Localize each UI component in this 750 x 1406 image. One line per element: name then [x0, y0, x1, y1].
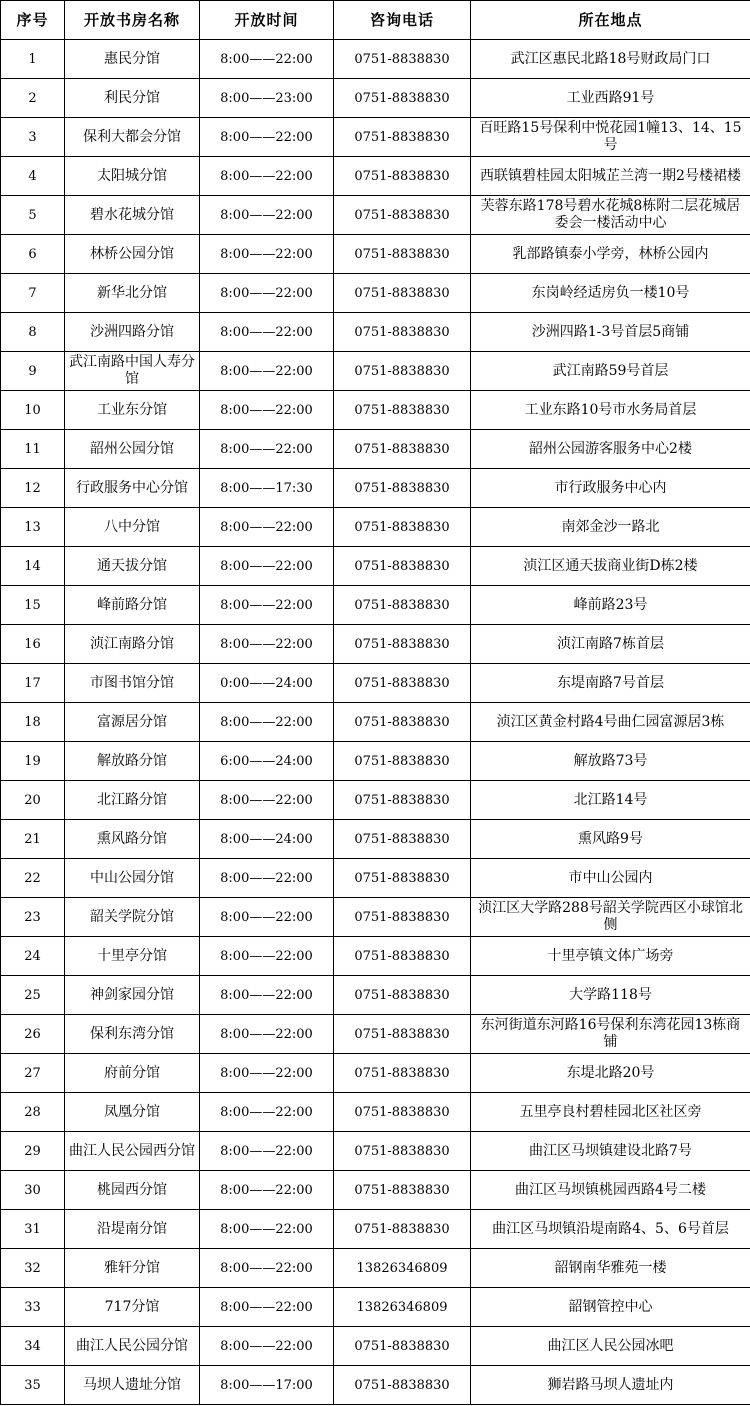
- cell-location: 曲江区人民公园冰吧: [471, 1327, 750, 1366]
- cell-phone: 0751-8838830: [334, 742, 471, 781]
- cell-index: 33: [1, 1288, 65, 1327]
- cell-location: 五里亭良村碧桂园北区社区旁: [471, 1093, 750, 1132]
- cell-room-name: 林桥公园分馆: [65, 235, 200, 274]
- header-phone: 咨询电话: [334, 1, 471, 40]
- cell-index: 29: [1, 1132, 65, 1171]
- cell-index: 15: [1, 586, 65, 625]
- cell-room-name: 府前分馆: [65, 1054, 200, 1093]
- cell-location: 东堤南路7号首层: [471, 664, 750, 703]
- cell-location: 大学路118号: [471, 976, 750, 1015]
- cell-index: 12: [1, 469, 65, 508]
- cell-phone: 0751-8838830: [334, 1132, 471, 1171]
- cell-index: 20: [1, 781, 65, 820]
- table-row: [1, 976, 750, 1015]
- table-row: [1, 79, 750, 118]
- cell-room-name: 桃园西分馆: [65, 1171, 200, 1210]
- cell-room-name: 保利大都会分馆: [65, 118, 200, 157]
- cell-room-name: 碧水花城分馆: [65, 196, 200, 235]
- cell-location: 武江区惠民北路18号财政局门口: [471, 40, 750, 79]
- cell-room-name: 保利东湾分馆: [65, 1015, 200, 1054]
- cell-open-time: 8:00——22:00: [200, 1288, 334, 1327]
- cell-phone: 0751-8838830: [334, 118, 471, 157]
- cell-phone: 0751-8838830: [334, 547, 471, 586]
- cell-open-time: 8:00——22:00: [200, 859, 334, 898]
- cell-location: 韶钢南华雅苑一楼: [471, 1249, 750, 1288]
- cell-room-name: 峰前路分馆: [65, 586, 200, 625]
- table-row: [1, 586, 750, 625]
- cell-phone: 0751-8838830: [334, 313, 471, 352]
- cell-phone: 0751-8838830: [334, 1093, 471, 1132]
- cell-open-time: 8:00——23:00: [200, 79, 334, 118]
- cell-open-time: 8:00——22:00: [200, 1093, 334, 1132]
- cell-location: 曲江区马坝镇沿堤南路4、5、6号首层: [471, 1210, 750, 1249]
- cell-room-name: 神剑家园分馆: [65, 976, 200, 1015]
- cell-room-name: 曲江人民公园西分馆: [65, 1132, 200, 1171]
- cell-open-time: 8:00——22:00: [200, 1132, 334, 1171]
- cell-room-name: 富源居分馆: [65, 703, 200, 742]
- cell-open-time: 8:00——22:00: [200, 625, 334, 664]
- cell-room-name: 中山公园分馆: [65, 859, 200, 898]
- table-row: [1, 1171, 750, 1210]
- cell-location: 曲江区马坝镇桃园西路4号二楼: [471, 1171, 750, 1210]
- table-row: [1, 1288, 750, 1327]
- cell-location: 解放路73号: [471, 742, 750, 781]
- cell-room-name: 韶关学院分馆: [65, 898, 200, 937]
- cell-location: 东岗岭经适房负一楼10号: [471, 274, 750, 313]
- table-row: [1, 430, 750, 469]
- header-open-time: 开放时间: [200, 1, 334, 40]
- cell-location: 浈江南路7栋首层: [471, 625, 750, 664]
- cell-phone: 0751-8838830: [334, 898, 471, 937]
- cell-open-time: 8:00——22:00: [200, 157, 334, 196]
- cell-phone: 0751-8838830: [334, 1015, 471, 1054]
- cell-index: 17: [1, 664, 65, 703]
- cell-location: 北江路14号: [471, 781, 750, 820]
- cell-open-time: 8:00——22:00: [200, 937, 334, 976]
- cell-open-time: 6:00——24:00: [200, 742, 334, 781]
- cell-phone: 0751-8838830: [334, 937, 471, 976]
- cell-open-time: 8:00——22:00: [200, 1015, 334, 1054]
- cell-index: 4: [1, 157, 65, 196]
- cell-open-time: 8:00——22:00: [200, 352, 334, 391]
- cell-index: 13: [1, 508, 65, 547]
- cell-open-time: 8:00——22:00: [200, 508, 334, 547]
- table-row: [1, 742, 750, 781]
- cell-index: 30: [1, 1171, 65, 1210]
- table-row: [1, 391, 750, 430]
- cell-open-time: 8:00——22:00: [200, 118, 334, 157]
- cell-room-name: 马坝人遗址分馆: [65, 1366, 200, 1405]
- cell-phone: 0751-8838830: [334, 625, 471, 664]
- cell-phone: 0751-8838830: [334, 79, 471, 118]
- table-row: [1, 898, 750, 937]
- cell-index: 3: [1, 118, 65, 157]
- table-row: [1, 508, 750, 547]
- cell-open-time: 8:00——22:00: [200, 40, 334, 79]
- table-body: [1, 40, 750, 1405]
- cell-open-time: 8:00——22:00: [200, 781, 334, 820]
- cell-room-name: 凤凰分馆: [65, 1093, 200, 1132]
- cell-index: 28: [1, 1093, 65, 1132]
- table-row: [1, 547, 750, 586]
- cell-location: 曲江区马坝镇建设北路7号: [471, 1132, 750, 1171]
- cell-room-name: 市图书馆分馆: [65, 664, 200, 703]
- cell-index: 1: [1, 40, 65, 79]
- cell-room-name: 武江南路中国人寿分馆: [65, 352, 200, 391]
- cell-phone: 0751-8838830: [334, 352, 471, 391]
- cell-phone: 0751-8838830: [334, 1171, 471, 1210]
- cell-room-name: 解放路分馆: [65, 742, 200, 781]
- table-row: [1, 1093, 750, 1132]
- table-row: [1, 1327, 750, 1366]
- cell-location: 百旺路15号保利中悦花园1幢13、14、15号: [471, 118, 750, 157]
- cell-location: 东堤北路20号: [471, 1054, 750, 1093]
- cell-index: 10: [1, 391, 65, 430]
- cell-room-name: 通天拔分馆: [65, 547, 200, 586]
- cell-index: 22: [1, 859, 65, 898]
- cell-room-name: 韶州公园分馆: [65, 430, 200, 469]
- cell-phone: 0751-8838830: [334, 1054, 471, 1093]
- table-row: [1, 352, 750, 391]
- table-row: [1, 625, 750, 664]
- cell-phone: 0751-8838830: [334, 1366, 471, 1405]
- cell-phone: 0751-8838830: [334, 586, 471, 625]
- cell-open-time: 8:00——22:00: [200, 430, 334, 469]
- cell-room-name: 新华北分馆: [65, 274, 200, 313]
- cell-open-time: 8:00——22:00: [200, 898, 334, 937]
- table-row: [1, 118, 750, 157]
- cell-location: 狮岩路马坝人遗址内: [471, 1366, 750, 1405]
- header-row: [1, 1, 750, 40]
- cell-room-name: 沿堤南分馆: [65, 1210, 200, 1249]
- cell-open-time: 8:00——22:00: [200, 1210, 334, 1249]
- cell-index: 21: [1, 820, 65, 859]
- cell-phone: 0751-8838830: [334, 391, 471, 430]
- header-room-name: 开放书房名称: [65, 1, 200, 40]
- cell-open-time: 8:00——24:00: [200, 820, 334, 859]
- header-index: 序号: [1, 1, 65, 40]
- cell-location: 东河街道东河路16号保利东湾花园13栋商铺: [471, 1015, 750, 1054]
- cell-room-name: 惠民分馆: [65, 40, 200, 79]
- table-row: [1, 703, 750, 742]
- cell-room-name: 利民分馆: [65, 79, 200, 118]
- header-location: 所在地点: [471, 1, 750, 40]
- cell-location: 市中山公园内: [471, 859, 750, 898]
- cell-index: 18: [1, 703, 65, 742]
- cell-index: 34: [1, 1327, 65, 1366]
- cell-phone: 0751-8838830: [334, 664, 471, 703]
- cell-index: 32: [1, 1249, 65, 1288]
- cell-location: 韶钢管控中心: [471, 1288, 750, 1327]
- table-row: [1, 1210, 750, 1249]
- table-row: [1, 664, 750, 703]
- table-row: [1, 781, 750, 820]
- cell-phone: 0751-8838830: [334, 469, 471, 508]
- cell-location: 西联镇碧桂园太阳城芷兰湾一期2号楼裙楼: [471, 157, 750, 196]
- table-row: [1, 235, 750, 274]
- cell-location: 工业东路10号市水务局首层: [471, 391, 750, 430]
- table-row: [1, 820, 750, 859]
- cell-index: 31: [1, 1210, 65, 1249]
- table-row: [1, 859, 750, 898]
- cell-phone: 0751-8838830: [334, 1327, 471, 1366]
- table-row: [1, 40, 750, 79]
- cell-index: 23: [1, 898, 65, 937]
- cell-open-time: 8:00——22:00: [200, 547, 334, 586]
- cell-index: 8: [1, 313, 65, 352]
- cell-phone: 0751-8838830: [334, 196, 471, 235]
- cell-open-time: 8:00——22:00: [200, 1327, 334, 1366]
- cell-phone: 0751-8838830: [334, 820, 471, 859]
- cell-room-name: 十里亭分馆: [65, 937, 200, 976]
- table-row: [1, 1366, 750, 1405]
- cell-index: 9: [1, 352, 65, 391]
- cell-location: 武江南路59号首层: [471, 352, 750, 391]
- cell-index: 6: [1, 235, 65, 274]
- cell-location: 熏风路9号: [471, 820, 750, 859]
- cell-index: 2: [1, 79, 65, 118]
- cell-phone: 0751-8838830: [334, 274, 471, 313]
- cell-location: 浈江区通天拔商业街D栋2楼: [471, 547, 750, 586]
- cell-phone: 0751-8838830: [334, 859, 471, 898]
- cell-location: 沙洲四路1-3号首层5商铺: [471, 313, 750, 352]
- cell-open-time: 8:00——22:00: [200, 976, 334, 1015]
- cell-room-name: 北江路分馆: [65, 781, 200, 820]
- cell-room-name: 八中分馆: [65, 508, 200, 547]
- cell-index: 24: [1, 937, 65, 976]
- cell-phone: 0751-8838830: [334, 430, 471, 469]
- cell-index: 27: [1, 1054, 65, 1093]
- cell-phone: 0751-8838830: [334, 508, 471, 547]
- cell-open-time: 8:00——22:00: [200, 1054, 334, 1093]
- cell-open-time: 0:00——24:00: [200, 664, 334, 703]
- table-row: [1, 274, 750, 313]
- cell-location: 十里亭镇文体广场旁: [471, 937, 750, 976]
- cell-open-time: 8:00——22:00: [200, 1249, 334, 1288]
- cell-location: 工业西路91号: [471, 79, 750, 118]
- cell-index: 16: [1, 625, 65, 664]
- table-row: [1, 1015, 750, 1054]
- cell-index: 26: [1, 1015, 65, 1054]
- cell-room-name: 717分馆: [65, 1288, 200, 1327]
- cell-index: 7: [1, 274, 65, 313]
- table-row: [1, 937, 750, 976]
- cell-location: 芙蓉东路178号碧水花城8栋附二层花城居委会一楼活动中心: [471, 196, 750, 235]
- cell-open-time: 8:00——17:30: [200, 469, 334, 508]
- cell-room-name: 浈江南路分馆: [65, 625, 200, 664]
- cell-phone: 0751-8838830: [334, 157, 471, 196]
- cell-location: 市行政服务中心内: [471, 469, 750, 508]
- cell-location: 峰前路23号: [471, 586, 750, 625]
- table-row: [1, 196, 750, 235]
- table-row: [1, 1249, 750, 1288]
- cell-open-time: 8:00——22:00: [200, 586, 334, 625]
- cell-open-time: 8:00——22:00: [200, 391, 334, 430]
- cell-phone: 0751-8838830: [334, 976, 471, 1015]
- cell-location: 乳部路镇泰小学旁，林桥公园内: [471, 235, 750, 274]
- cell-room-name: 曲江人民公园分馆: [65, 1327, 200, 1366]
- cell-open-time: 8:00——22:00: [200, 196, 334, 235]
- cell-phone: 13826346809: [334, 1288, 471, 1327]
- cell-room-name: 沙洲四路分馆: [65, 313, 200, 352]
- cell-phone: 13826346809: [334, 1249, 471, 1288]
- table-row: [1, 313, 750, 352]
- cell-phone: 0751-8838830: [334, 781, 471, 820]
- cell-location: 南郊金沙一路北: [471, 508, 750, 547]
- table-row: [1, 469, 750, 508]
- table-row: [1, 1054, 750, 1093]
- table-row: [1, 1132, 750, 1171]
- cell-open-time: 8:00——22:00: [200, 274, 334, 313]
- cell-room-name: 雅轩分馆: [65, 1249, 200, 1288]
- cell-room-name: 太阳城分馆: [65, 157, 200, 196]
- cell-phone: 0751-8838830: [334, 1210, 471, 1249]
- cell-index: 19: [1, 742, 65, 781]
- cell-open-time: 8:00——22:00: [200, 1171, 334, 1210]
- cell-index: 25: [1, 976, 65, 1015]
- cell-phone: 0751-8838830: [334, 40, 471, 79]
- cell-location: 韶州公园游客服务中心2楼: [471, 430, 750, 469]
- cell-location: 浈江区大学路288号韶关学院西区小球馆北侧: [471, 898, 750, 937]
- cell-phone: 0751-8838830: [334, 235, 471, 274]
- cell-room-name: 行政服务中心分馆: [65, 469, 200, 508]
- cell-index: 11: [1, 430, 65, 469]
- table-row: [1, 157, 750, 196]
- cell-open-time: 8:00——22:00: [200, 703, 334, 742]
- cell-room-name: 工业东分馆: [65, 391, 200, 430]
- cell-open-time: 8:00——22:00: [200, 235, 334, 274]
- cell-location: 浈江区黄金村路4号曲仁园富源居3栋: [471, 703, 750, 742]
- cell-open-time: 8:00——17:00: [200, 1366, 334, 1405]
- cell-index: 5: [1, 196, 65, 235]
- cell-open-time: 8:00——22:00: [200, 313, 334, 352]
- cell-index: 35: [1, 1366, 65, 1405]
- cell-phone: 0751-8838830: [334, 703, 471, 742]
- cell-index: 14: [1, 547, 65, 586]
- cell-room-name: 熏风路分馆: [65, 820, 200, 859]
